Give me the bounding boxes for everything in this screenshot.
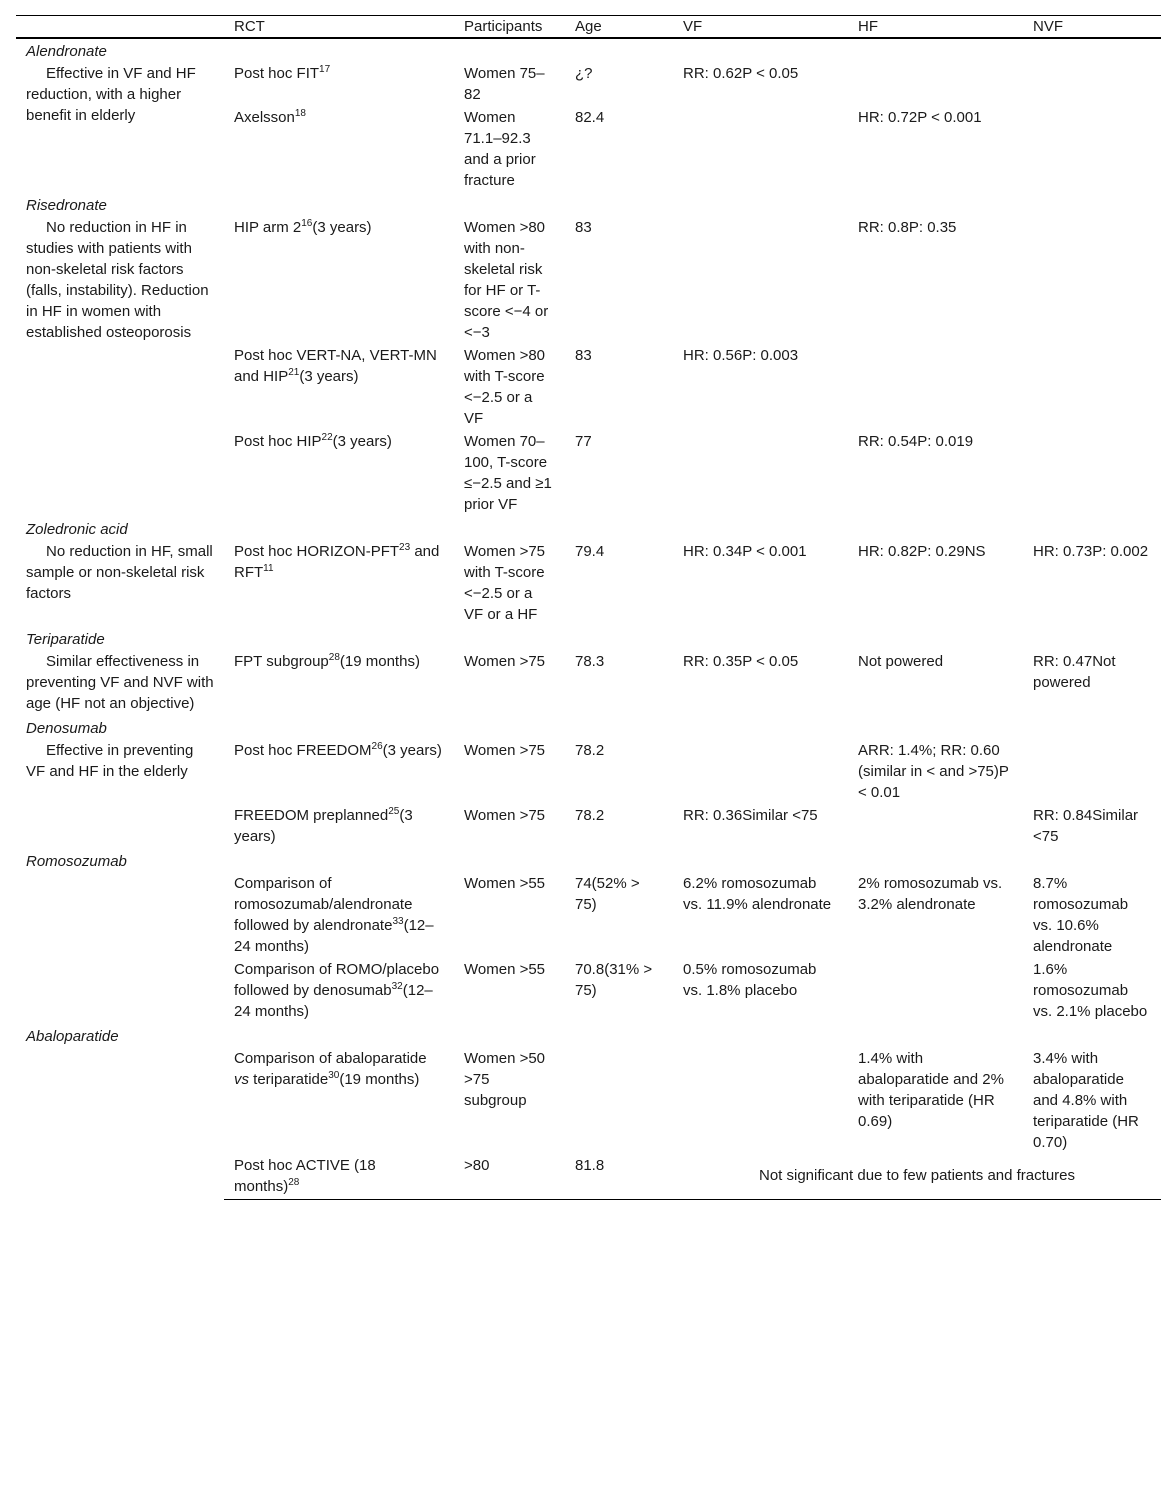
participants-cell: Women 75–82 [464, 65, 545, 103]
hf-cell [848, 805, 1023, 849]
table-row [16, 1048, 1161, 1155]
hf-cell [848, 63, 1023, 107]
age-cell: 83 [575, 219, 592, 236]
nvf-cell [1023, 107, 1161, 193]
participants-cell: Women >80 with T-score <−2.5 or a VF [464, 347, 546, 427]
vf-cell: HR: 0.34P < 0.001 [683, 543, 807, 560]
rct-cell: Post hoc FIT$^{17}$ [234, 64, 331, 82]
rct-cell: Comparison of abaloparatide vs teriparatide$^{30}$(19 months) [234, 1050, 427, 1088]
header-cell-hf: HF [848, 16, 1023, 39]
age-cell: 70.8(31% > 75) [575, 961, 653, 999]
vf-cell [673, 431, 848, 517]
drug-row [16, 38, 1161, 63]
drug-name: Abaloparatide [26, 1028, 119, 1045]
vf-cell: RR: 0.36Similar <75 [683, 807, 818, 824]
vf-cell [673, 217, 848, 345]
drug-description: Effective in VF and HF reduction, with a higher benefit in elderly [26, 65, 196, 124]
header-cell-description [16, 16, 224, 39]
nvf-cell: RR: 0.47Not powered [1033, 653, 1116, 691]
nvf-cell: RR: 0.84Similar <75 [1033, 807, 1139, 845]
vf-cell: RR: 0.62P < 0.05 [683, 65, 799, 82]
age-cell: ¿? [575, 65, 593, 82]
rct-cell: Post hoc HORIZON-PFT$^{23}$ and RFT$^{11}$ [234, 542, 440, 581]
header-cell-rct: RCT [224, 16, 454, 39]
age-cell: 82.4 [575, 109, 605, 126]
rct-cell: Post hoc FREEDOM$^{26}$(3 years) [234, 741, 442, 759]
nvf-cell [1023, 345, 1161, 431]
hf-cell: RR: 0.54P: 0.019 [858, 433, 974, 450]
nvf-cell: 3.4% with abaloparatide and 4.8% with teriparatide (HR 0.70) [1033, 1050, 1139, 1151]
rct-cell: FPT subgroup$^{28}$(19 months) [234, 652, 420, 670]
drug-description: No reduction in HF, small sample or non-skeletal risk factors [26, 543, 213, 602]
age-cell: 83 [575, 347, 592, 364]
header-cell-vf: VF [673, 16, 848, 39]
group-risedronate [16, 193, 1161, 517]
vf-cell: HR: 0.56P: 0.003 [683, 347, 799, 364]
rct-cell: Post hoc VERT-NA, VERT-MN and HIP$^{21}$(3 years) [234, 347, 437, 385]
participants-cell: Women >75 [464, 653, 546, 670]
age-cell: 78.3 [575, 653, 605, 670]
group-romosozumab [16, 849, 1161, 1024]
rct-cell: Post hoc ACTIVE (18 months)$^{28}$ [224, 1155, 454, 1200]
rct-cell: Axelsson$^{18}$ [234, 108, 306, 126]
drug-description [16, 873, 224, 1024]
vf-cell [673, 107, 848, 193]
table-row [16, 217, 1161, 345]
group-denosumab [16, 716, 1161, 849]
participants-cell: Women >75 with T-score <−2.5 or a VF or a HF [464, 543, 546, 623]
table-row [16, 651, 1161, 716]
nvf-cell [1023, 740, 1161, 805]
vf-cell [673, 740, 848, 805]
hf-cell: ARR: 1.4%; RR: 0.60 (similar in < and >75)P < 0.01 [858, 742, 1009, 801]
drug-name: Romosozumab [26, 853, 127, 870]
participants-cell: Women 71.1–92.3 and a prior fracture [464, 109, 536, 189]
nvf-cell [1023, 217, 1161, 345]
hf-cell: 1.4% with abaloparatide and 2% with teriparatide (HR 0.69) [858, 1050, 1004, 1130]
drug-name: Alendronate [26, 43, 107, 60]
age-cell: 78.2 [575, 807, 605, 824]
drug-description: Similar effectiveness in preventing VF and NVF with age (HF not an objective) [26, 653, 214, 712]
drug-description [16, 1048, 224, 1200]
drug-row [16, 627, 1161, 651]
rct-cell: Post hoc HIP$^{22}$(3 years) [234, 432, 392, 450]
group-abaloparatide [16, 1024, 1161, 1200]
drug-row [16, 716, 1161, 740]
group-zoledronic-acid [16, 517, 1161, 627]
table-row [16, 873, 1161, 959]
drug-description: Effective in preventing VF and HF in the elderly [26, 742, 194, 780]
participants-cell: Women >55 [464, 961, 546, 978]
drug-row [16, 193, 1161, 217]
participants-cell: Women >75 [464, 742, 546, 759]
nvf-cell: HR: 0.73P: 0.002 [1033, 543, 1149, 560]
header-cell-nvf: NVF [1023, 16, 1161, 39]
vf-cell: RR: 0.35P < 0.05 [683, 653, 799, 670]
age-cell: 77 [575, 433, 592, 450]
evidence-table [16, 15, 1161, 1200]
hf-cell: Not powered [858, 653, 944, 670]
hf-cell [848, 959, 1023, 1024]
drug-description: No reduction in HF in studies with patients with non-skeletal risk factors (falls, instability). Reduction in HF in women with established osteoporosis [26, 219, 209, 341]
participants-cell: >80 [454, 1155, 565, 1200]
age-cell [565, 1048, 673, 1155]
age-cell: 74(52% > 75) [575, 875, 640, 913]
participants-cell: Women >55 [464, 875, 546, 892]
table-row [16, 740, 1161, 805]
header-cell-participants: Participants [454, 16, 565, 39]
age-cell: 79.4 [575, 543, 605, 560]
rct-cell: Comparison of ROMO/placebo followed by denosumab$^{32}$(12–24 months) [234, 961, 440, 1020]
age-cell: 81.8 [565, 1155, 673, 1200]
hf-cell: HR: 0.72P < 0.001 [858, 109, 982, 126]
group-alendronate [16, 38, 1161, 193]
vf-cell [673, 1048, 848, 1155]
hf-cell: 2% romosozumab vs. 3.2% alendronate [858, 875, 1003, 913]
hf-cell: HR: 0.82P: 0.29NS [858, 543, 986, 560]
participants-cell: Women >75 [464, 807, 546, 824]
merged-result-cell: Not significant due to few patients and fractures [673, 1155, 1161, 1200]
rct-cell: FREEDOM preplanned$^{25}$(3 years) [234, 806, 413, 845]
table-row [16, 63, 1161, 107]
drug-row [16, 1024, 1161, 1048]
rct-cell: HIP arm $2^{16}(3$ years) [234, 218, 372, 236]
table-row [16, 541, 1161, 627]
age-cell: 78.2 [575, 742, 605, 759]
drug-name: Zoledronic acid [26, 521, 128, 538]
drug-name: Teriparatide [26, 631, 105, 648]
group-teriparatide [16, 627, 1161, 716]
nvf-cell: 8.7% romosozumab vs. 10.6% alendronate [1033, 875, 1129, 955]
participants-cell: Women 70–100, T-score ≤−2.5 and ≥1 prior VF [464, 433, 552, 513]
nvf-cell [1023, 431, 1161, 517]
participants-cell: Women >50 >75 subgroup [464, 1050, 546, 1109]
hf-cell [848, 345, 1023, 431]
rct-cell: Comparison of romosozumab/alendronate followed by alendronate$^{33}$(12–24 months) [234, 875, 434, 955]
header-row [16, 16, 1161, 39]
vf-cell: 6.2% romosozumab vs. 11.9% alendronate [683, 875, 832, 913]
header-cell-age: Age [565, 16, 673, 39]
hf-cell: RR: 0.8P: 0.35 [858, 219, 957, 236]
vf-cell: 0.5% romosozumab vs. 1.8% placebo [683, 961, 817, 999]
drug-row [16, 517, 1161, 541]
drug-row [16, 849, 1161, 873]
nvf-cell: 1.6% romosozumab vs. 2.1% placebo [1033, 961, 1148, 1020]
nvf-cell [1023, 63, 1161, 107]
drug-name: Risedronate [26, 197, 107, 214]
drug-name: Denosumab [26, 720, 107, 737]
participants-cell: Women >80 with non-skeletal risk for HF or T-score <−4 or <−3 [464, 219, 549, 341]
